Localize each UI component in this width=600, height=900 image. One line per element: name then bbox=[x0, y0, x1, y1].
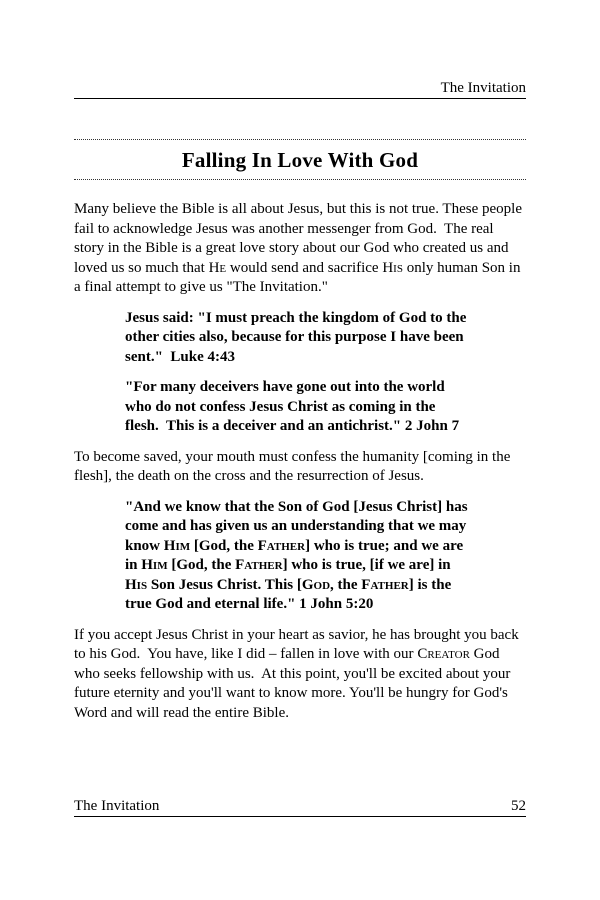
page-footer bbox=[74, 799, 526, 817]
small-caps-text: Him bbox=[141, 557, 168, 573]
small-caps-text: He bbox=[208, 259, 227, 276]
scripture-quote: Jesus said: "I must preach the kingdom of God to the other cities also, because for this purpose I have been sent." Luke 4:43 bbox=[125, 309, 471, 365]
small-caps-text: Father bbox=[257, 537, 306, 554]
small-caps-text: His bbox=[125, 576, 148, 593]
scripture-quote: "For many deceivers have gone out into the world who do not confess Jesus Christ as coming in the flesh. This is a deceiver and an antichrist." 2 John 7 bbox=[125, 379, 460, 434]
small-caps-text: His bbox=[382, 259, 403, 276]
body-paragraph: If you accept Jesus Christ in your heart as savior, he has brought you back to his God. You have, like I did – fallen in love with our Creator God who seeks fellowship with us. At this point, you'll be excited about your future eternity and you'll want to know more. You'll be hungry for God's Word and will read the entire Bible. bbox=[74, 626, 523, 721]
footer-page-number: 52 bbox=[511, 798, 526, 814]
small-caps-text: Him bbox=[163, 537, 191, 554]
small-caps-text: Father bbox=[235, 557, 283, 573]
page-header bbox=[74, 81, 526, 99]
body-paragraph: Many believe the Bible is all about Jesus, but this is not true. These people fail to acknowledge Jesus was another messenger from God. The real story in the Bible is a great love story about our God who created us and loved us so much that He would send and sacrifice His only human Son in a final attempt to give us "The Invitation." bbox=[74, 201, 526, 295]
small-caps-text: Creator bbox=[417, 646, 470, 662]
small-caps-text: Father bbox=[361, 576, 409, 593]
body-paragraph: To become saved, your mouth must confess the humanity [coming in the flesh], the death on the cross and the resurrection of Jesus. bbox=[74, 448, 515, 484]
chapter-title: Falling In Love With God bbox=[181, 148, 419, 172]
chapter-title-band bbox=[74, 139, 526, 180]
running-header-title: The Invitation bbox=[440, 80, 526, 96]
scripture-quote: "And we know that the Son of God [Jesus Christ] has come and has given us an understanding that we may know Him [God, the Father] who is true; and we are in Him [God, the Father] who is true, [if we are] in His Son Jesus Christ. This [God, the Father] is the true God and eternal life." 1 John 5:20 bbox=[125, 498, 472, 612]
footer-title: The Invitation bbox=[74, 798, 160, 814]
page-body bbox=[74, 200, 526, 723]
small-caps-text: God bbox=[301, 576, 331, 593]
